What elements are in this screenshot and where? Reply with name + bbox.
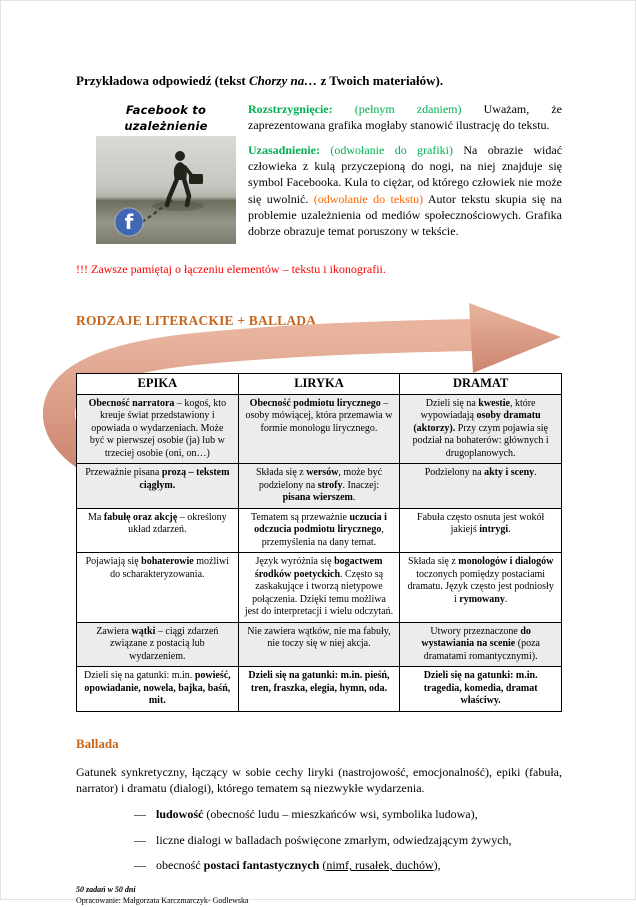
bullet-dash: — (134, 832, 146, 847)
genre-table-cell: Ma fabułę oraz akcję – określony układ zdarzeń. (77, 508, 239, 553)
justification-text-1: Na obrazie widać człowieka z kulą przyczepioną do nogi, na niej znajduje się symbol Facebooka. Kula to ciężar, od którego człowiek nie może się uwolnić. (248, 142, 563, 206)
intro-block (76, 101, 562, 248)
genre-table-row (77, 553, 562, 623)
genre-table-cell: Nie zawiera wątków, nie ma fabuły, nie toczy się w niej akcja. (238, 622, 400, 667)
genre-table-header-row (77, 374, 562, 395)
genre-table-row (77, 667, 562, 712)
photo-illustration (96, 136, 236, 244)
genre-table-cell: Utwory przeznaczone do wystawiania na scenie (poza dramatami romantycznymi). (400, 622, 562, 667)
resolution-text: Uważam, że zaprezentowana grafika mogłaby stanowić ilustrację do tekstu. (248, 102, 563, 133)
genre-table-row (77, 508, 562, 553)
genre-table-cell: Obecność narratora – kogoś, kto kreuje świat przedstawiony i opowiada o wydarzeniach. Może być w pierwszej osobie (ja) lub w trzeciej osobie (oni, on…) (77, 394, 239, 464)
ballada-feature-item (76, 858, 562, 874)
ballada-feature-item (76, 807, 562, 823)
ballada-intro: Gatunek synkretyczny, łączący w sobie cechy liryki (nastrojowość, emocjonalność), epiki (fabuła, narrator) i dramatu (dialogi), którego tematem są niezwykłe wydarzenia. (76, 764, 562, 796)
page-title-italic: Chorzy na… (248, 73, 318, 88)
genre-table-cell: Tematem są przeważnie uczucia i odczucia podmiotu lirycznego, przemyślenia na dany temat. (238, 508, 400, 553)
genre-table-row (77, 394, 562, 464)
genre-table-cell: Składa się z monologów i dialogów toczonych pomiędzy postaciami dramatu. Język często jest podniosły i rymowany. (400, 553, 562, 623)
genre-table-cell: Składa się z wersów, może być podzielony na strofy. Inaczej: pisana wierszem. (238, 464, 400, 509)
bullet-dash: — (134, 806, 146, 821)
genre-table-cell: Podzielony na akty i sceny. (400, 464, 562, 509)
page-footer (76, 884, 562, 907)
page-title (76, 73, 562, 89)
justification-text-2: Autor tekstu skupia się na problemie uzależnienia od mediów społecznościowych. Grafika dobrze obrazuje temat poruszony w tekście. (248, 191, 562, 239)
genre-table-cell: Fabuła często osnuta jest wokół jakiejś intrygi. (400, 508, 562, 553)
genre-column-header: LIRYKA (238, 374, 400, 395)
footer-series: 50 zadań w 50 dni (76, 884, 136, 894)
ballada-feature-item (76, 833, 562, 849)
bullet-text: liczne dialogi w balladach poświęcone zmarłym, odwiedzającym żywych, (156, 832, 512, 847)
genre-table-row (77, 464, 562, 509)
genre-column-header: DRAMAT (400, 374, 562, 395)
genre-table-cell: Język wyróżnia się bogactwem środków poetyckich. Często są zaskakujące i tworzą nietypowe połączenia. Dzięki temu możliwa jest do interpretacji i wielu odczytań. (238, 553, 400, 623)
resolution-label: Rozstrzygnięcie: (248, 102, 333, 116)
literary-genres-table (76, 373, 562, 712)
bullet-text: ludowość (obecność ludu – mieszkańców wsi, symbolika ludowa), (156, 806, 478, 821)
genre-table-cell: Dzieli się na kwestie, które wypowiadają osoby dramatu (aktorzy). Przy czym pojawia się podział na bohaterów: głównych i drugoplanowych. (400, 394, 562, 464)
genre-table-cell: Dzieli się na gatunki: m.in. pieśń, tren, fraszka, elegia, hymn, oda. (238, 667, 400, 712)
facebook-f-letter: f (124, 210, 134, 235)
genre-table-cell: Przeważnie pisana prozą – tekstem ciągłym. (77, 464, 239, 509)
ballada-feature-list (76, 807, 562, 874)
ballada-title: Ballada (76, 735, 119, 751)
footer-author: Opracowanie: Małgorzata Karczmarczyk- Godlewska (76, 896, 249, 906)
image-caption: Facebook to uzależnienie (124, 103, 208, 133)
justification-hint-text: (odwołanie do tekstu) (313, 191, 424, 206)
genre-table-cell: Obecność podmiotu lirycznego – osoby mówiącej, która przemawia w formie monologu lirycznego. (238, 394, 400, 464)
page-title-prefix: Przykładowa odpowiedź (tekst (76, 73, 249, 88)
justification-label: Uzasadnienie: (248, 142, 320, 157)
genre-table-row (77, 622, 562, 667)
genre-table-cell: Dzieli się na gatunki: m.in. powieść, opowiadanie, nowela, bajka, baśń, mit. (77, 667, 239, 712)
genre-table-body (77, 394, 562, 711)
walking-man-icon (167, 151, 203, 205)
warning-note: !!! Zawsze pamiętaj o łączeniu elementów – tekstu i ikonografii. (76, 262, 386, 277)
section-title: RODZAJE LITERACKIE + BALLADA (76, 313, 317, 329)
genre-table-cell: Zawiera wątki – ciągi zdarzeń związane z postacią lub wydarzeniem. (77, 622, 239, 667)
bullet-dash: — (134, 858, 146, 873)
genre-table-cell: Pojawiają się bohaterowie możliwi do scharakteryzowania. (77, 553, 239, 623)
arrow-head (469, 303, 561, 373)
facebook-addiction-image (96, 103, 236, 244)
page-title-suffix: z Twoich materiałów). (317, 73, 444, 88)
resolution-hint: (pełnym zdaniem) (354, 102, 462, 116)
genre-column-header: EPIKA (77, 374, 239, 395)
bullet-text: obecność postaci fantastycznych (nimf, rusałek, duchów), (156, 858, 441, 873)
justification-hint-graphic: (odwołanie do grafiki) (330, 142, 454, 157)
photo-area (96, 136, 236, 244)
genre-table-cell: Dzieli się na gatunki: m.in. tragedia, komedia, dramat właściwy. (400, 667, 562, 712)
